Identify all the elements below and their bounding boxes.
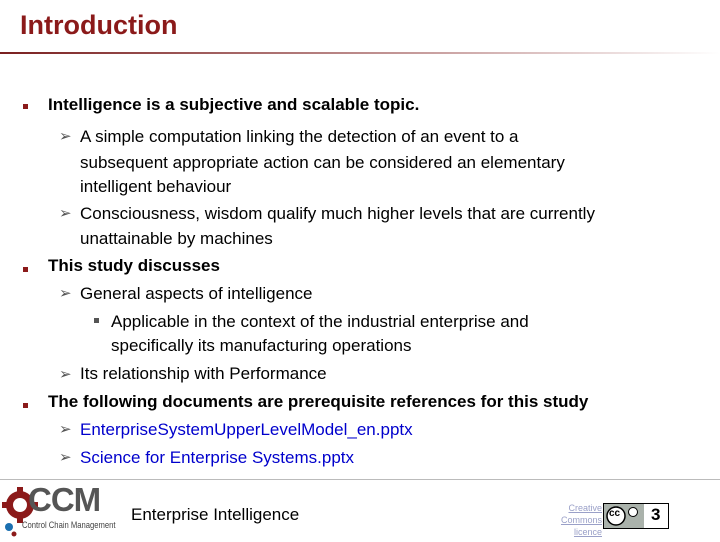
document-link[interactable]: EnterpriseSystemUpperLevelModel_en.pptx: [80, 420, 413, 439]
cc-badge-version: 3: [651, 505, 661, 524]
cc-label-line: licence: [573, 527, 602, 537]
cc-licence-badge[interactable]: [603, 503, 669, 529]
bullet-level2: Its relationship with Performance: [80, 364, 327, 383]
arrow-bullet-icon: ➢: [59, 448, 72, 466]
bullet-level2: Consciousness, wisdom qualify much higher levels that are currently: [80, 204, 595, 223]
ccm-logo: [2, 481, 136, 537]
bullet-level1: Intelligence is a subjective and scalable topic.: [48, 95, 420, 114]
bullet-level2: A simple computation linking the detection of an event to a: [80, 127, 519, 146]
square-bullet-icon: [94, 318, 99, 323]
arrow-bullet-icon: ➢: [59, 204, 72, 222]
bullet-level1: This study discusses: [48, 256, 220, 275]
arrow-bullet-icon: ➢: [59, 127, 72, 145]
bullet-square-icon: [23, 104, 28, 109]
bullet-level3: Applicable in the context of the industrial enterprise and: [111, 312, 529, 331]
arrow-bullet-icon: ➢: [59, 284, 72, 302]
cc-badge-label: cc: [609, 508, 621, 519]
cc-licence-link[interactable]: [548, 502, 602, 538]
bullet-level1: The following documents are prerequisite references for this study: [48, 392, 589, 411]
bullet-square-icon: [23, 403, 28, 408]
bullet-level2-continued: intelligent behaviour: [80, 177, 232, 196]
footer-title: Enterprise Intelligence: [131, 505, 300, 524]
arrow-bullet-icon: ➢: [59, 420, 72, 438]
bullet-level2-continued: unattainable by machines: [80, 229, 273, 248]
bullet-square-icon: [23, 267, 28, 272]
cc-label-line: Commons: [560, 515, 602, 525]
document-link[interactable]: Science for Enterprise Systems.pptx: [80, 448, 355, 467]
logo-sub-text: Control Chain Management: [22, 520, 116, 530]
arrow-bullet-icon: ➢: [59, 365, 72, 383]
cc-label-line: Creative: [568, 503, 602, 513]
bullet-level2: General aspects of intelligence: [80, 284, 313, 303]
bullet-level2-continued: subsequent appropriate action can be considered an elementary: [80, 153, 565, 172]
title-divider: [0, 52, 720, 54]
bullet-level3-continued: specifically its manufacturing operations: [111, 336, 412, 355]
logo-main-text: CCM: [28, 481, 101, 518]
slide-title: Introduction: [20, 10, 178, 40]
footer-divider: [0, 479, 720, 480]
